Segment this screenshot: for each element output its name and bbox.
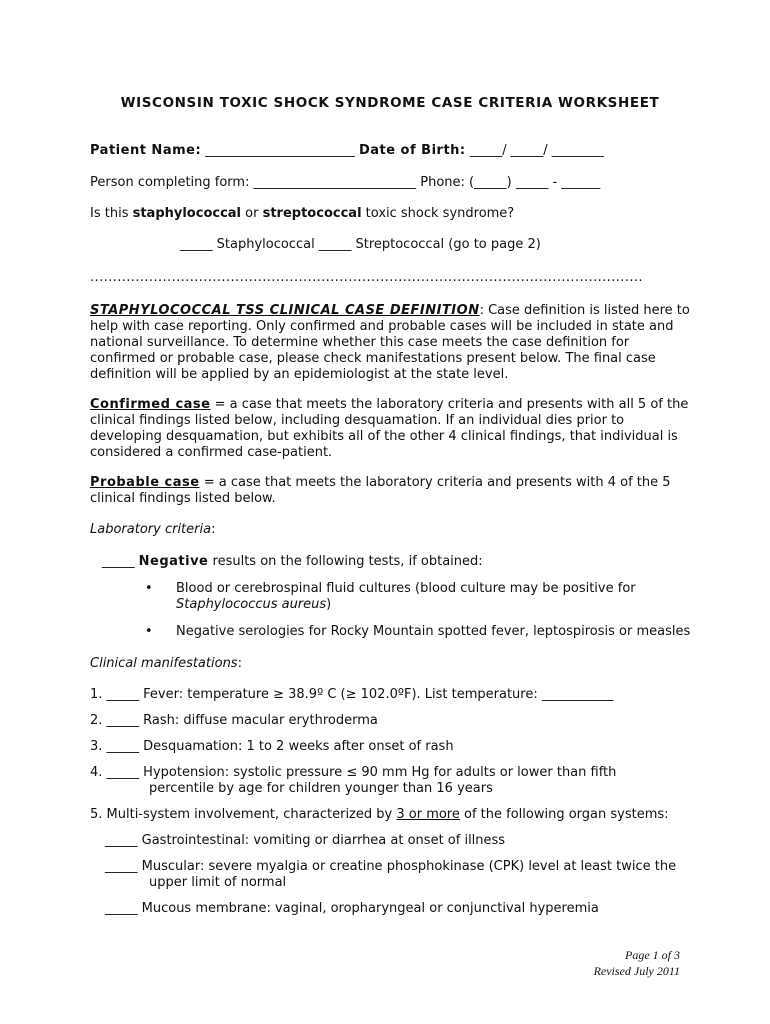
page-number: Page 1 of 3 [625,948,680,962]
definition-line: confirmed or probable case, please check manifestations present below. The final case [90,351,656,366]
system-blank[interactable]: _____ [105,901,138,916]
bullet-icon: • [145,624,153,639]
strep-option-label: Streptococcal (go to page 2) [355,237,541,252]
revision-date: Revised July 2011 [593,964,680,978]
tss-type-question [90,206,514,222]
system-muscular-cont: upper limit of normal [149,875,287,890]
clinical-item-hypotension[interactable]: 4. _____ Hypotension: systolic pressure ≤ 90 mm Hg for adults or lower than fifth [90,765,617,780]
probable-case-term: Probable case [90,475,200,490]
multi-system-suffix: of the following organ systems: [459,807,669,822]
question-suffix: toxic shock syndrome? [361,206,515,221]
case-definition-paragraph [90,303,690,383]
question-mid: or [241,206,263,221]
phone-field[interactable]: (_____) _____ - ______ [469,175,601,190]
confirmed-line: developing desquamation, but exhibits all of the other 4 clinical findings, that individual is [90,429,678,444]
confirmed-line: clinical findings listed below, including desquamation. If an individual dies prior to [90,413,625,428]
system-muscular [105,859,676,875]
clinical-item-desquamation[interactable]: 3. _____ Desquamation: 1 to 2 weeks after onset of rash [90,739,454,754]
definition-line: : Case definition is listed here to [479,303,690,318]
patient-name-field[interactable]: _______________________ [205,143,355,158]
question-strep: streptococcal [262,206,362,221]
lab-negative-label: Negative [138,554,209,569]
system-blank[interactable]: _____ [105,859,138,874]
probable-case-paragraph [90,475,690,507]
tss-type-choice [180,237,541,253]
probable-line: = a case that meets the laboratory criteria and presents with 4 of the 5 [199,475,671,490]
lab-negative-row [102,554,483,570]
definition-line: national surveillance. To determine whether this case meets the case definition for [90,335,630,350]
clinical-item-hypotension-cont: percentile by age for children younger than 16 years [149,781,493,796]
multi-system-heading [90,807,669,823]
page-title: WISCONSIN TOXIC SHOCK SYNDROME CASE CRITERIA WORKSHEET [120,95,660,111]
patient-row [90,143,604,159]
completer-row [90,175,600,191]
system-gastrointestinal [105,833,505,849]
worksheet-page [90,0,690,1024]
lab-heading-text: Laboratory criteria [90,522,212,537]
bullet-icon: • [145,581,153,596]
confirmed-case-term: Confirmed case [90,397,211,412]
lab-bullet-item [176,624,696,640]
lab-negative-rest: results on the following tests, if obtained: [208,554,483,569]
multi-system-prefix: 5. Multi-system involvement, characterized by [90,807,397,822]
clinical-heading-text: Clinical manifestations [90,656,238,671]
dob-label: Date of Birth: [358,143,466,158]
staph-option-label: Staphylococcal [216,237,315,252]
strep-checkbox-blank[interactable]: _____ [318,237,352,252]
lab-bullet-organism: Staphylococcus aureus [176,597,327,612]
lab-bullet-line: Negative serologies for Rocky Mountain spotted fever, leptospirosis or measles [176,624,691,639]
clinical-item-rash[interactable]: 2. _____ Rash: diffuse macular erythroderma [90,713,378,728]
clinical-heading [90,656,242,672]
question-prefix: Is this [90,206,133,221]
clinical-heading-colon: : [237,656,242,671]
system-blank[interactable]: _____ [105,833,138,848]
question-staph: staphylococcal [132,206,242,221]
definition-line: definition will be applied by an epidemiologist at the state level. [90,367,509,382]
completer-field[interactable]: _________________________ [253,175,417,190]
confirmed-case-paragraph [90,397,690,461]
lab-criteria-heading [90,522,215,538]
system-text: Gastrointestinal: vomiting or diarrhea at onset of illness [141,833,506,848]
confirmed-line: considered a confirmed case-patient. [90,445,333,460]
lab-bullet-suffix: ) [326,597,332,612]
confirmed-line: = a case that meets the laboratory criteria and presents with all 5 of the [210,397,689,412]
lab-bullet-item [176,581,696,613]
completer-label: Person completing form: [90,175,250,190]
staph-checkbox-blank[interactable]: _____ [180,237,213,252]
multi-system-threshold: 3 or more [396,807,460,822]
system-text: Muscular: severe myalgia or creatine phosphokinase (CPK) level at least twice the [141,859,677,874]
patient-name-label: Patient Name: [90,143,202,158]
lab-heading-colon: : [211,522,216,537]
definition-line: help with case reporting. Only confirmed and probable cases will be included in state and [90,319,674,334]
system-text: Mucous membrane: vaginal, oropharyngeal or conjunctival hyperemia [141,901,599,916]
probable-line: clinical findings listed below. [90,491,276,506]
dob-field[interactable]: _____/ _____/ ________ [469,143,604,158]
clinical-item-fever[interactable]: 1. _____ Fever: temperature ≥ 38.9º C (≥ 102.0ºF). List temperature: ___________ [90,687,614,702]
dotted-separator: .......................................................................................................................... [90,270,643,285]
phone-label: Phone: [420,175,465,190]
lab-negative-blank[interactable]: _____ [102,554,135,569]
lab-bullet-line: Blood or cerebrospinal fluid cultures (blood culture may be positive for [176,581,636,596]
definition-heading: STAPHYLOCOCCAL TSS CLINICAL CASE DEFINITION [90,303,480,318]
system-mucous-membrane [105,901,599,917]
